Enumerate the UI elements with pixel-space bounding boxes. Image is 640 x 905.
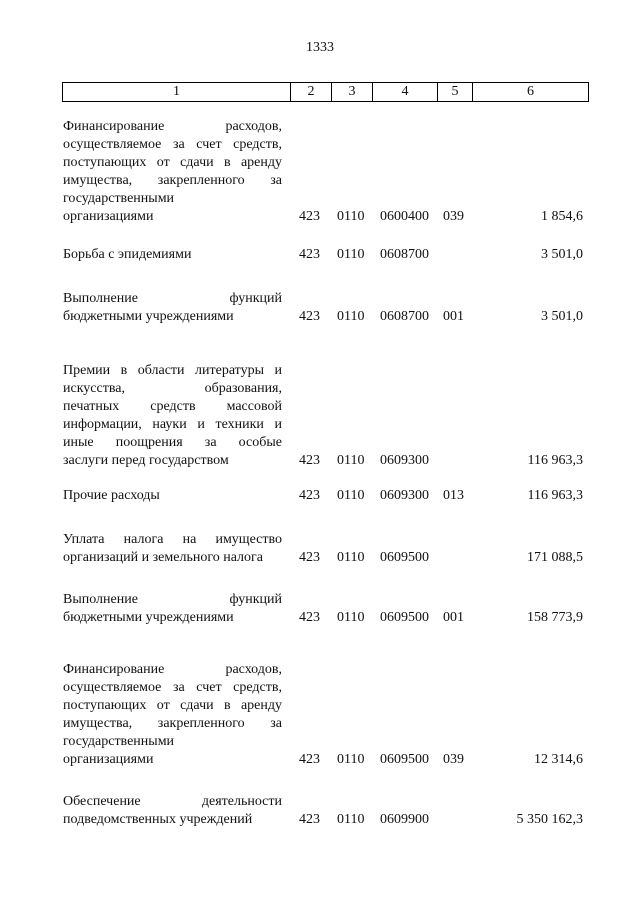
description-line: поступающих от сдачи в аренду bbox=[63, 155, 282, 170]
description-line: государственными bbox=[63, 191, 175, 206]
table-header bbox=[62, 82, 589, 102]
description-line: имущества, закрепленного за bbox=[63, 173, 282, 188]
cell-c3: 0110 bbox=[337, 453, 365, 468]
cell-c2: 423 bbox=[299, 488, 320, 503]
header-col-4: 4 bbox=[372, 83, 437, 101]
description-line: организациями bbox=[63, 209, 154, 224]
header-col-1: 1 bbox=[173, 84, 180, 99]
cell-c6: 5 350 162,3 bbox=[516, 812, 583, 827]
page-number: 1333 bbox=[306, 40, 334, 55]
cell-c2: 423 bbox=[299, 453, 320, 468]
description-line: заслуги перед государством bbox=[63, 453, 229, 468]
description-line: осуществляемое за счет средств, bbox=[63, 680, 282, 695]
cell-c3: 0110 bbox=[337, 488, 365, 503]
row-description bbox=[63, 118, 282, 226]
cell-c6: 116 963,3 bbox=[527, 453, 583, 468]
cell-c5: 039 bbox=[443, 209, 464, 224]
description-line: осуществляемое за счет средств, bbox=[63, 137, 282, 152]
header-col-6: 6 bbox=[472, 83, 588, 101]
cell-c3: 0110 bbox=[337, 610, 365, 625]
description-line: Борьба с эпидемиями bbox=[63, 247, 192, 262]
cell-c2: 423 bbox=[299, 752, 320, 767]
description-line: Выполнение функций bbox=[63, 592, 282, 607]
row-description bbox=[63, 793, 282, 829]
description-line: бюджетными учреждениями bbox=[63, 309, 234, 324]
description-line: Обеспечение деятельности bbox=[63, 794, 282, 809]
cell-c3: 0110 bbox=[337, 309, 365, 324]
cell-c6: 116 963,3 bbox=[527, 488, 583, 503]
cell-c5: 039 bbox=[443, 752, 464, 767]
cell-c3: 0110 bbox=[337, 550, 365, 565]
description-line: информации, науки и техники и bbox=[63, 417, 282, 432]
header-col-5: 5 bbox=[437, 83, 472, 101]
description-line: организациями bbox=[63, 752, 154, 767]
row-description bbox=[63, 362, 282, 470]
cell-c4: 0608700 bbox=[380, 247, 429, 262]
cell-c4: 0600400 bbox=[380, 209, 429, 224]
description-line: Премии в области литературы и bbox=[63, 363, 282, 378]
cell-c3: 0110 bbox=[337, 812, 365, 827]
cell-c2: 423 bbox=[299, 309, 320, 324]
cell-c3: 0110 bbox=[337, 247, 365, 262]
cell-c6: 12 314,6 bbox=[534, 752, 583, 767]
description-line: Финансирование расходов, bbox=[63, 662, 282, 677]
description-line: искусства, образования, bbox=[63, 381, 282, 396]
description-line: печатных средств массовой bbox=[63, 399, 282, 414]
cell-c2: 423 bbox=[299, 550, 320, 565]
description-line: подведомственных учреждений bbox=[63, 812, 253, 827]
cell-c6: 158 773,9 bbox=[527, 610, 583, 625]
description-line: иные поощрения за особые bbox=[63, 435, 282, 450]
cell-c5: 001 bbox=[443, 309, 464, 324]
cell-c4: 0609300 bbox=[380, 488, 429, 503]
cell-c4: 0609500 bbox=[380, 550, 429, 565]
description-line: Прочие расходы bbox=[63, 488, 160, 503]
cell-c4: 0608700 bbox=[380, 309, 429, 324]
cell-c4: 0609900 bbox=[380, 812, 429, 827]
header-col-3: 3 bbox=[331, 83, 372, 101]
description-line: имущества, закрепленного за bbox=[63, 716, 282, 731]
row-description bbox=[63, 487, 282, 505]
row-description bbox=[63, 591, 282, 627]
cell-c6: 1 854,6 bbox=[541, 209, 583, 224]
cell-c3: 0110 bbox=[337, 752, 365, 767]
description-line: Финансирование расходов, bbox=[63, 119, 282, 134]
description-line: поступающих от сдачи в аренду bbox=[63, 698, 282, 713]
description-line: Выполнение функций bbox=[63, 291, 282, 306]
description-line: бюджетными учреждениями bbox=[63, 610, 234, 625]
cell-c5: 001 bbox=[443, 610, 464, 625]
row-description bbox=[63, 290, 282, 326]
cell-c2: 423 bbox=[299, 247, 320, 262]
description-line: Уплата налога на имущество bbox=[63, 532, 282, 547]
row-description bbox=[63, 661, 282, 769]
cell-c5: 013 bbox=[443, 488, 464, 503]
cell-c6: 171 088,5 bbox=[527, 550, 583, 565]
cell-c4: 0609300 bbox=[380, 453, 429, 468]
cell-c6: 3 501,0 bbox=[541, 309, 583, 324]
description-line: государственными bbox=[63, 734, 175, 749]
row-description bbox=[63, 531, 282, 567]
cell-c4: 0609500 bbox=[380, 752, 429, 767]
cell-c4: 0609500 bbox=[380, 610, 429, 625]
cell-c3: 0110 bbox=[337, 209, 365, 224]
header-col-2: 2 bbox=[290, 83, 331, 101]
cell-c2: 423 bbox=[299, 610, 320, 625]
row-description bbox=[63, 246, 282, 264]
cell-c2: 423 bbox=[299, 812, 320, 827]
cell-c2: 423 bbox=[299, 209, 320, 224]
cell-c6: 3 501,0 bbox=[541, 247, 583, 262]
description-line: организаций и земельного налога bbox=[63, 550, 263, 565]
